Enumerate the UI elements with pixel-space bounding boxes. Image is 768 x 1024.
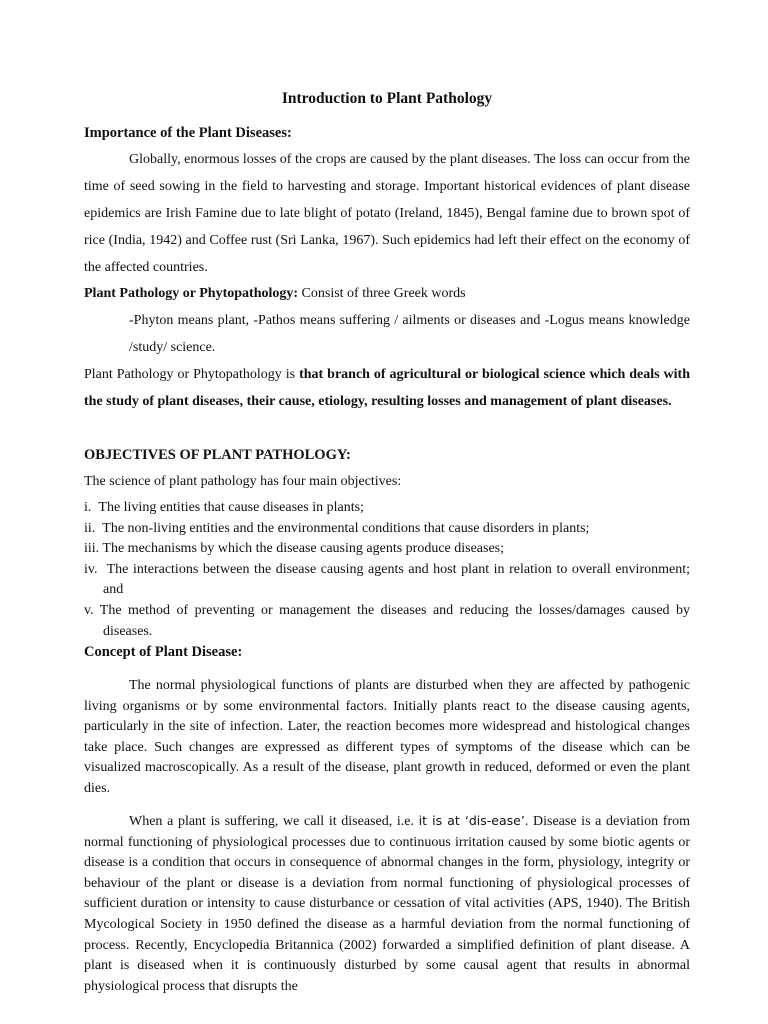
greek-words-paragraph: -Phyton means plant, -Pathos means suffering / ailments or diseases and -Logus means knowledge /study/ science. xyxy=(129,313,690,355)
objectives-intro: The science of plant pathology has four main objectives: xyxy=(84,474,402,489)
importance-heading: Importance of the Plant Diseases: xyxy=(84,125,292,141)
concept-heading: Concept of Plant Disease: xyxy=(84,644,243,660)
concept-paragraph-2-rest: . Disease is a deviation from normal functioning of physiological processes due to continuous irritation caused by some biotic agents or disease is a condition that occurs in consequence of abnormal changes in the form, physiology, integrity or behaviour of the plant or disease is a deviation from normal functioning of physiological processes of sufficient duration or intensity to cause disturbance or cessation of vital activities (APS, 1940). The British Mycological Society in 1950 defined the disease as a harmful deviation from the normal functioning of process. Recently, Encyclopedia Britannica (2002) forwarded a simplified definition of plant disease. A plant is diseased when it is continuously disturbed by some causal agent that results in abnormal physiological process that disrupts the xyxy=(84,814,690,994)
objective-item: i. The living entities that cause diseases in plants; xyxy=(84,500,364,515)
dis-ease-quote: it is at ‘dis-ease’ xyxy=(418,813,525,828)
concept-paragraph-2-lead: When a plant is suffering, we call it diseased, i.e. xyxy=(129,814,419,829)
definition-lead: Plant Pathology or Phytopathology is xyxy=(84,367,300,382)
concept-paragraph-1: The normal physiological functions of plants are disturbed when they are affected by pathogenic living organisms or by some environmental factors. Initially plants react to the disease causing agents, particularly in the site of infection. Later, the reaction becomes more widespread and histological changes take place. Such changes are expressed as different types of symptoms of the disease which can be visualized macroscopically. As a result of the disease, plant growth in reduced, deformed or even the plant dies. xyxy=(84,678,690,796)
phytopathology-line xyxy=(84,284,690,304)
concept-paragraph-2 xyxy=(84,811,690,997)
objectives-heading: OBJECTIVES OF PLANT PATHOLOGY: xyxy=(84,447,351,463)
importance-paragraph: Globally, enormous losses of the crops are caused by the plant diseases. The loss can occur from the time of seed sowing in the field to harvesting and storage. Important historical evidences of plant disease epidemics are Irish Famine due to late blight of potato (Ireland, 1845), Bengal famine due to brown spot of rice (India, 1942) and Coffee rust (Sri Lanka, 1967). Such epidemics had left their effect on the economy of the affected countries. xyxy=(84,152,690,275)
objective-item: ii. The non-living entities and the environmental conditions that cause disorders in plants; xyxy=(84,520,590,536)
definition-paragraph xyxy=(84,361,690,415)
objective-item: v. The method of preventing or management the diseases and reducing the losses/damages caused by diseases. xyxy=(84,602,690,639)
phytopathology-heading: Plant Pathology or Phytopathology: xyxy=(84,286,299,301)
definition-bold: that branch of agricultural or biological science which deals with the study of plant diseases, their cause, etiology, resulting losses and management of plant diseases. xyxy=(84,367,690,409)
objectives-list xyxy=(84,498,690,642)
page-title: Introduction to Plant Pathology xyxy=(281,90,493,107)
objective-item: iii. The mechanisms by which the disease causing agents produce diseases; xyxy=(84,541,505,557)
phytopathology-heading-rest: Consist of three Greek words xyxy=(298,286,466,301)
objective-item: iv. The interactions between the disease causing agents and host plant in relation to overall environment; and xyxy=(84,561,690,598)
